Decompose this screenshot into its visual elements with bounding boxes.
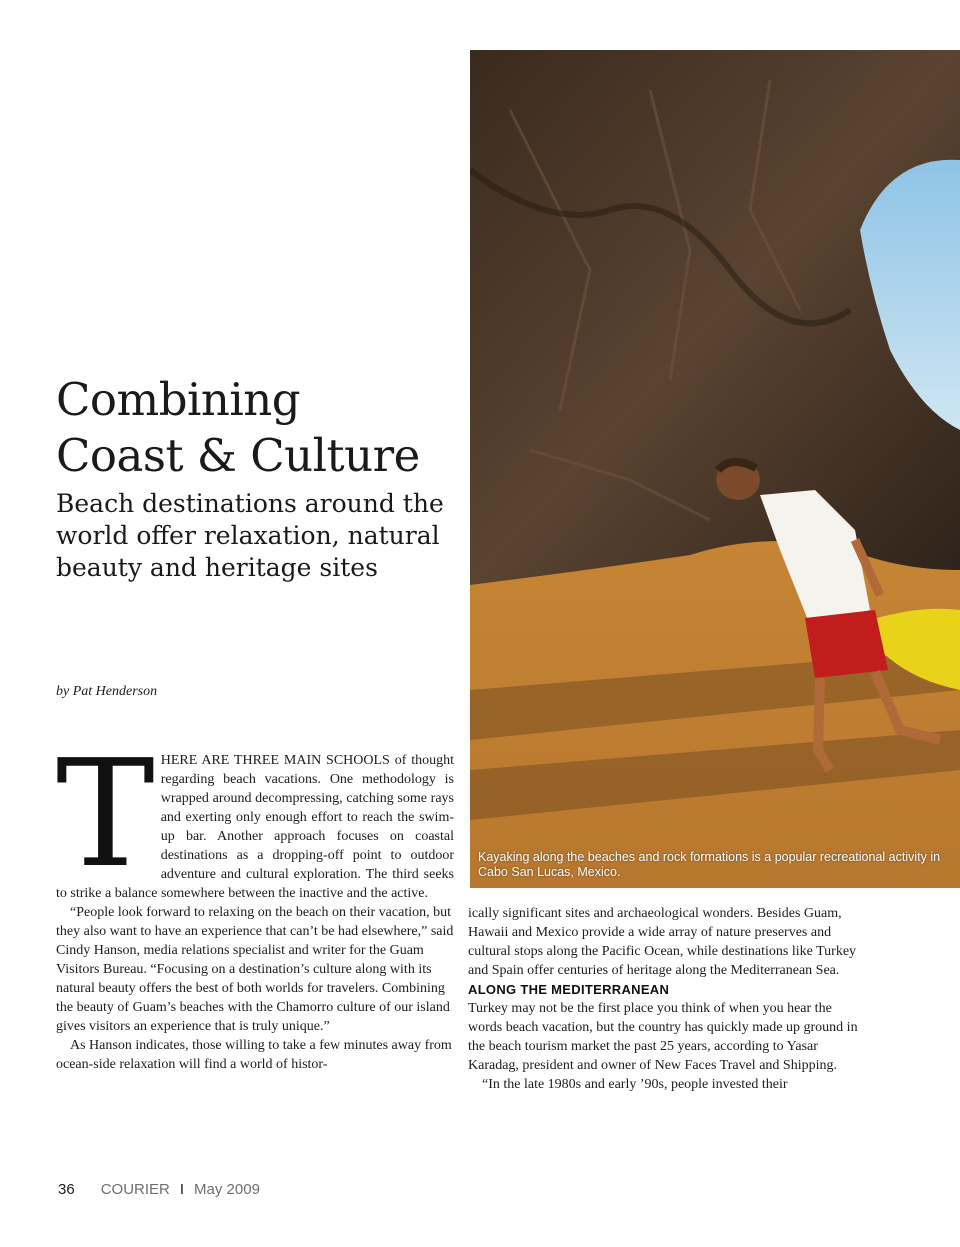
article-column-1 [56,728,454,1074]
issue-date: May 2009 [194,1181,260,1198]
article-column-2 [468,904,866,1094]
title-line-2: Coast & Culture [56,429,420,482]
footer-separator: I [179,1181,185,1198]
paragraph-4: Turkey may not be the first place you think of when you hear the words beach vacation, but the country has quickly made up ground in the beach tourism market the past 25 years, according to Yasar Karadag, president and owner of New Faces Travel and Shipping. [468,1001,858,1073]
article-photo [470,50,960,888]
section-subhead: ALONG THE MEDITERRANEAN [468,982,670,997]
beach-kayak-photo [470,50,960,888]
article-subtitle: Beach destinations around the world offer relaxation, natural beauty and heritage sites [56,489,444,582]
article-title [56,372,420,484]
paragraph-3-continued: ically significant sites and archaeological wonders. Besides Guam, Hawaii and Mexico provide a wide array of nature preserves and cultural stops along the Pacific Ocean, while destinations like Turkey and Spain offer centuries of heritage along the Mediterranean Sea. [468,906,857,978]
drop-cap: T [56,728,155,900]
lead-in: HERE ARE THREE MAIN SCHOOLS [160,753,390,768]
paragraph-1 [56,728,454,903]
byline: by Pat Henderson [56,684,158,699]
photo-caption: Kayaking along the beaches and rock formations is a popular recreational activity in Cabo San Lucas, Mexico. [478,850,941,879]
paragraph-2: “People look forward to relaxing on the beach on their vacation, but they also want to have an experience that can’t be had elsewhere,” said Cindy Hanson, media relations specialist and writer for the Guam Visitors Bureau. “Focusing on a destination’s culture along with its natural beauty offers the best of both worlds for travelers. Combining the beauty of Guam’s beaches with the Chamorro culture of our island gives visitors an experience that is truly unique.” [56,905,454,1034]
page-number: 36 [58,1181,75,1198]
paragraph-1-text: of thought regarding beach vacations. One methodology is wrapped around decompressing, catching some rays and exerting only enough effort to reach the swim-up bar. Another approach focuses on coastal destinations as a dropping-off point to outdoor adventure and cultural exploration. The third seeks to strike a balance somewhere between the inactive and the active. [56,753,454,901]
paragraph-5: “In the late 1980s and early ’90s, people invested their [482,1077,788,1092]
paragraph-3: As Hanson indicates, those willing to take a few minutes away from ocean-side relaxation will find a world of histor- [56,1038,452,1072]
title-line-1: Combining [56,373,301,426]
page-footer [58,1181,260,1198]
publication-name: COURIER [100,1181,170,1198]
